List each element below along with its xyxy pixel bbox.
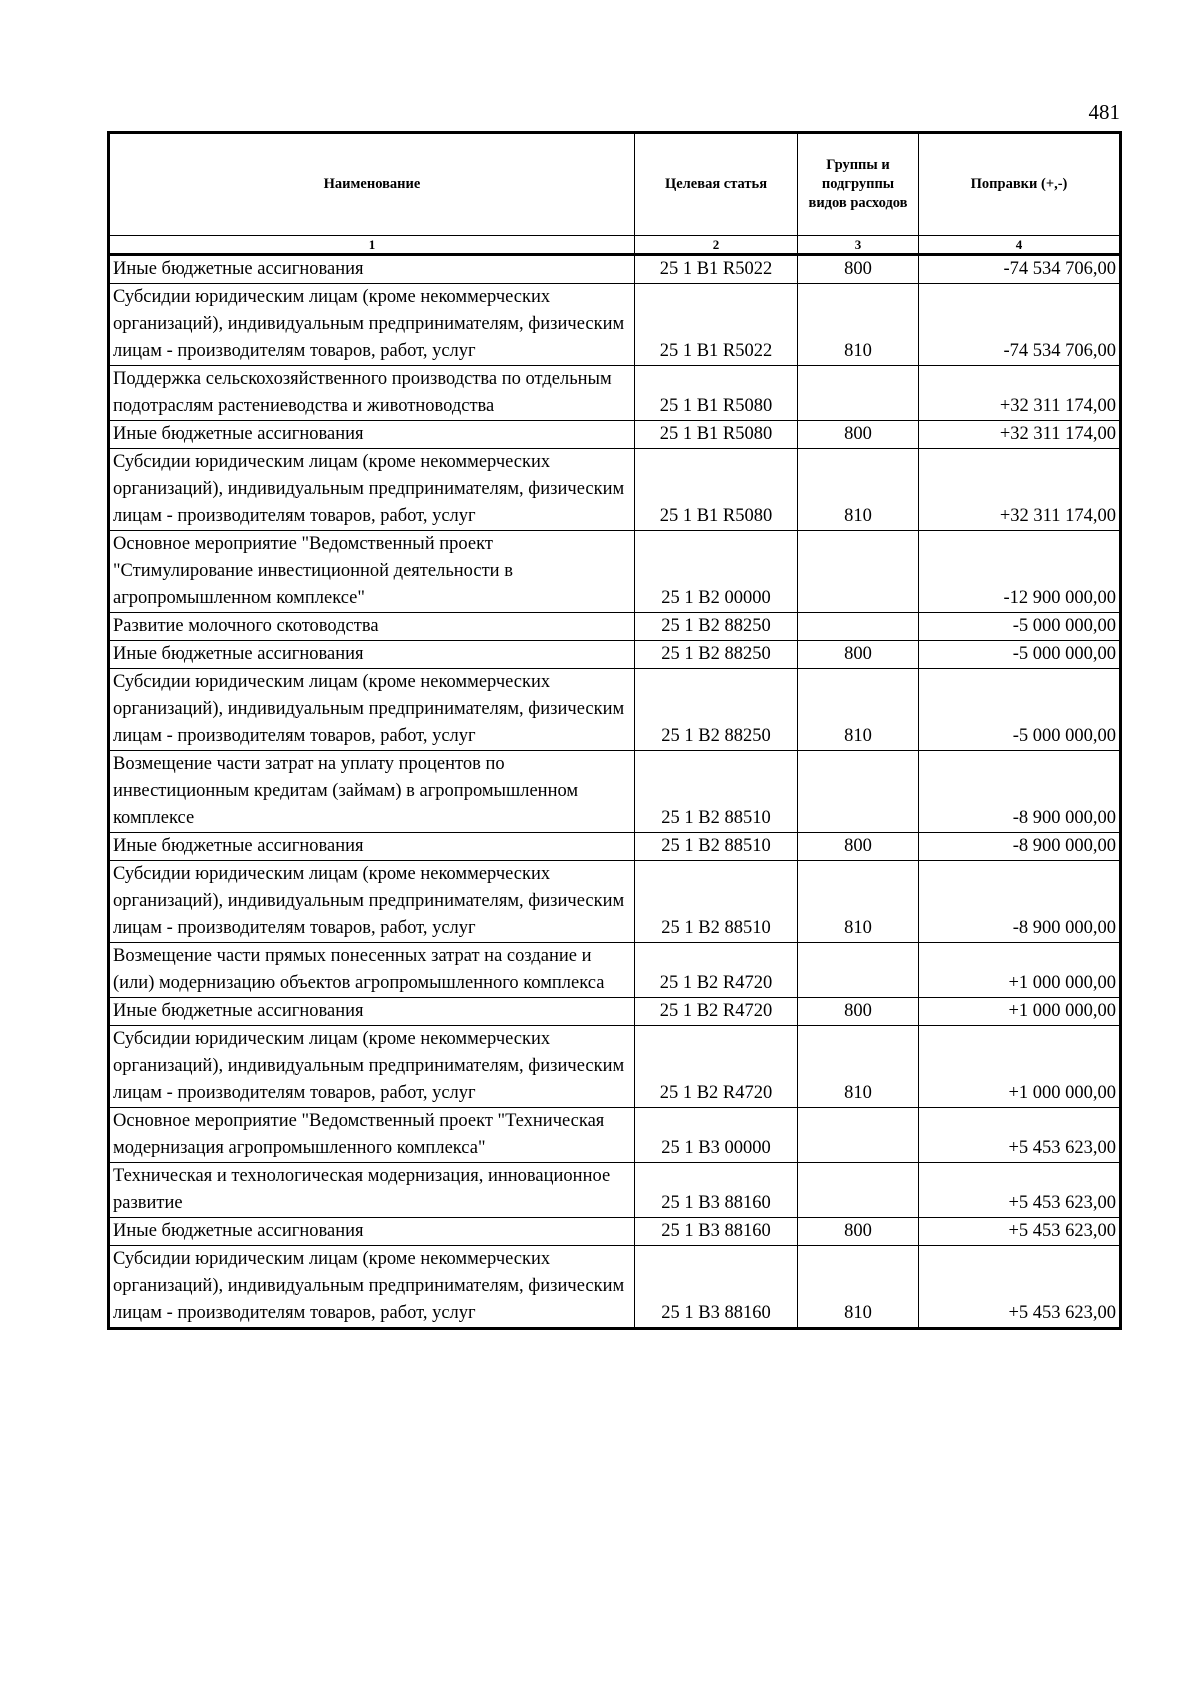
row-group-cell: 810 bbox=[798, 1246, 919, 1328]
row-name-cell: Техническая и технологическая модернизация, инновационное развитие bbox=[110, 1163, 635, 1218]
column-number: 4 bbox=[919, 236, 1120, 255]
row-group-cell bbox=[798, 1163, 919, 1218]
row-group-cell bbox=[798, 751, 919, 833]
row-name-cell: Возмещение части прямых понесенных затрат на создание и (или) модернизацию объектов агропромышленного комплекса bbox=[110, 943, 635, 998]
row-code-cell: 25 1 B2 88510 bbox=[635, 751, 798, 833]
row-amount-cell: +5 453 623,00 bbox=[919, 1246, 1120, 1328]
row-name-cell: Иные бюджетные ассигнования bbox=[110, 255, 635, 284]
row-amount-cell: +32 311 174,00 bbox=[919, 366, 1120, 421]
row-group-cell: 810 bbox=[798, 861, 919, 943]
table-row bbox=[110, 998, 1120, 1026]
row-group-cell: 800 bbox=[798, 833, 919, 861]
row-group-cell bbox=[798, 613, 919, 641]
row-amount-cell: +32 311 174,00 bbox=[919, 421, 1120, 449]
row-amount-cell: -8 900 000,00 bbox=[919, 861, 1120, 943]
row-name-cell: Субсидии юридическим лицам (кроме некоммерческих организаций), индивидуальным предпринимателям, физическим лицам - производителям товаров, работ, услуг bbox=[110, 449, 635, 531]
row-amount-cell: -74 534 706,00 bbox=[919, 284, 1120, 366]
row-name-cell: Основное мероприятие "Ведомственный проект "Техническая модернизация агропромышленного комплекса" bbox=[110, 1108, 635, 1163]
row-group-cell: 800 bbox=[798, 641, 919, 669]
row-name-cell: Субсидии юридическим лицам (кроме некоммерческих организаций), индивидуальным предпринимателям, физическим лицам - производителям товаров, работ, услуг bbox=[110, 861, 635, 943]
row-name-cell: Развитие молочного скотоводства bbox=[110, 613, 635, 641]
row-code-cell: 25 1 B1 R5022 bbox=[635, 284, 798, 366]
table-row bbox=[110, 421, 1120, 449]
row-amount-cell: +32 311 174,00 bbox=[919, 449, 1120, 531]
row-group-cell: 810 bbox=[798, 449, 919, 531]
table-row bbox=[110, 641, 1120, 669]
row-group-cell: 800 bbox=[798, 1218, 919, 1246]
row-code-cell: 25 1 B3 88160 bbox=[635, 1246, 798, 1328]
page-number: 481 bbox=[1088, 100, 1120, 124]
table-body bbox=[110, 255, 1120, 1328]
header-group: Группы и подгруппы видов расходов bbox=[798, 134, 919, 236]
row-name-cell: Иные бюджетные ассигнования bbox=[110, 1218, 635, 1246]
row-amount-cell: -5 000 000,00 bbox=[919, 641, 1120, 669]
table-header-row bbox=[110, 134, 1120, 236]
table-row bbox=[110, 449, 1120, 531]
row-code-cell: 25 1 B2 88510 bbox=[635, 861, 798, 943]
table-row bbox=[110, 531, 1120, 613]
row-amount-cell: +5 453 623,00 bbox=[919, 1163, 1120, 1218]
row-amount-cell: -8 900 000,00 bbox=[919, 751, 1120, 833]
row-amount-cell: +5 453 623,00 bbox=[919, 1218, 1120, 1246]
row-code-cell: 25 1 B2 R4720 bbox=[635, 998, 798, 1026]
row-name-cell: Субсидии юридическим лицам (кроме некоммерческих организаций), индивидуальным предпринимателям, физическим лицам - производителям товаров, работ, услуг bbox=[110, 669, 635, 751]
row-code-cell: 25 1 B1 R5022 bbox=[635, 255, 798, 284]
column-number-row bbox=[110, 236, 1120, 255]
row-group-cell bbox=[798, 366, 919, 421]
row-name-cell: Основное мероприятие "Ведомственный проект "Стимулирование инвестиционной деятельности в агропромышленном комплексе" bbox=[110, 531, 635, 613]
table-row bbox=[110, 669, 1120, 751]
row-name-cell: Иные бюджетные ассигнования bbox=[110, 421, 635, 449]
column-number: 1 bbox=[110, 236, 635, 255]
column-number: 2 bbox=[635, 236, 798, 255]
row-amount-cell: +1 000 000,00 bbox=[919, 998, 1120, 1026]
row-name-cell: Субсидии юридическим лицам (кроме некоммерческих организаций), индивидуальным предпринимателям, физическим лицам - производителям товаров, работ, услуг bbox=[110, 1246, 635, 1328]
table-row bbox=[110, 1026, 1120, 1108]
row-group-cell bbox=[798, 943, 919, 998]
table-row bbox=[110, 943, 1120, 998]
row-code-cell: 25 1 B2 88250 bbox=[635, 669, 798, 751]
row-code-cell: 25 1 B1 R5080 bbox=[635, 449, 798, 531]
header-amount: Поправки (+,-) bbox=[919, 134, 1120, 236]
table-row bbox=[110, 751, 1120, 833]
budget-table bbox=[109, 133, 1120, 1328]
table-row bbox=[110, 613, 1120, 641]
row-amount-cell: +5 453 623,00 bbox=[919, 1108, 1120, 1163]
row-name-cell: Иные бюджетные ассигнования bbox=[110, 641, 635, 669]
table-row bbox=[110, 1246, 1120, 1328]
row-code-cell: 25 1 B3 88160 bbox=[635, 1218, 798, 1246]
table-row bbox=[110, 1108, 1120, 1163]
row-amount-cell: +1 000 000,00 bbox=[919, 1026, 1120, 1108]
row-group-cell: 810 bbox=[798, 1026, 919, 1108]
row-group-cell: 800 bbox=[798, 255, 919, 284]
row-name-cell: Субсидии юридическим лицам (кроме некоммерческих организаций), индивидуальным предпринимателям, физическим лицам - производителям товаров, работ, услуг bbox=[110, 1026, 635, 1108]
row-code-cell: 25 1 B2 88250 bbox=[635, 613, 798, 641]
table-row bbox=[110, 255, 1120, 284]
row-code-cell: 25 1 B1 R5080 bbox=[635, 366, 798, 421]
row-code-cell: 25 1 B2 00000 bbox=[635, 531, 798, 613]
row-group-cell: 810 bbox=[798, 669, 919, 751]
row-amount-cell: -74 534 706,00 bbox=[919, 255, 1120, 284]
row-group-cell: 810 bbox=[798, 284, 919, 366]
row-name-cell: Субсидии юридическим лицам (кроме некоммерческих организаций), индивидуальным предпринимателям, физическим лицам - производителям товаров, работ, услуг bbox=[110, 284, 635, 366]
row-code-cell: 25 1 B3 00000 bbox=[635, 1108, 798, 1163]
header-name: Наименование bbox=[110, 134, 635, 236]
row-amount-cell: -8 900 000,00 bbox=[919, 833, 1120, 861]
row-code-cell: 25 1 B2 R4720 bbox=[635, 1026, 798, 1108]
row-amount-cell: +1 000 000,00 bbox=[919, 943, 1120, 998]
header-code: Целевая статья bbox=[635, 134, 798, 236]
row-amount-cell: -12 900 000,00 bbox=[919, 531, 1120, 613]
table-row bbox=[110, 1163, 1120, 1218]
row-name-cell: Поддержка сельскохозяйственного производства по отдельным подотраслям растениеводства и животноводства bbox=[110, 366, 635, 421]
column-number: 3 bbox=[798, 236, 919, 255]
row-group-cell: 800 bbox=[798, 421, 919, 449]
row-code-cell: 25 1 B1 R5080 bbox=[635, 421, 798, 449]
row-group-cell bbox=[798, 531, 919, 613]
table-row bbox=[110, 1218, 1120, 1246]
row-code-cell: 25 1 B3 88160 bbox=[635, 1163, 798, 1218]
row-name-cell: Возмещение части затрат на уплату процентов по инвестиционным кредитам (займам) в агропромышленном комплексе bbox=[110, 751, 635, 833]
row-code-cell: 25 1 B2 R4720 bbox=[635, 943, 798, 998]
row-group-cell bbox=[798, 1108, 919, 1163]
row-code-cell: 25 1 B2 88510 bbox=[635, 833, 798, 861]
table-row bbox=[110, 284, 1120, 366]
table-row bbox=[110, 366, 1120, 421]
row-code-cell: 25 1 B2 88250 bbox=[635, 641, 798, 669]
table-row bbox=[110, 861, 1120, 943]
row-amount-cell: -5 000 000,00 bbox=[919, 669, 1120, 751]
row-group-cell: 800 bbox=[798, 998, 919, 1026]
row-name-cell: Иные бюджетные ассигнования bbox=[110, 833, 635, 861]
table-row bbox=[110, 833, 1120, 861]
row-amount-cell: -5 000 000,00 bbox=[919, 613, 1120, 641]
row-name-cell: Иные бюджетные ассигнования bbox=[110, 998, 635, 1026]
